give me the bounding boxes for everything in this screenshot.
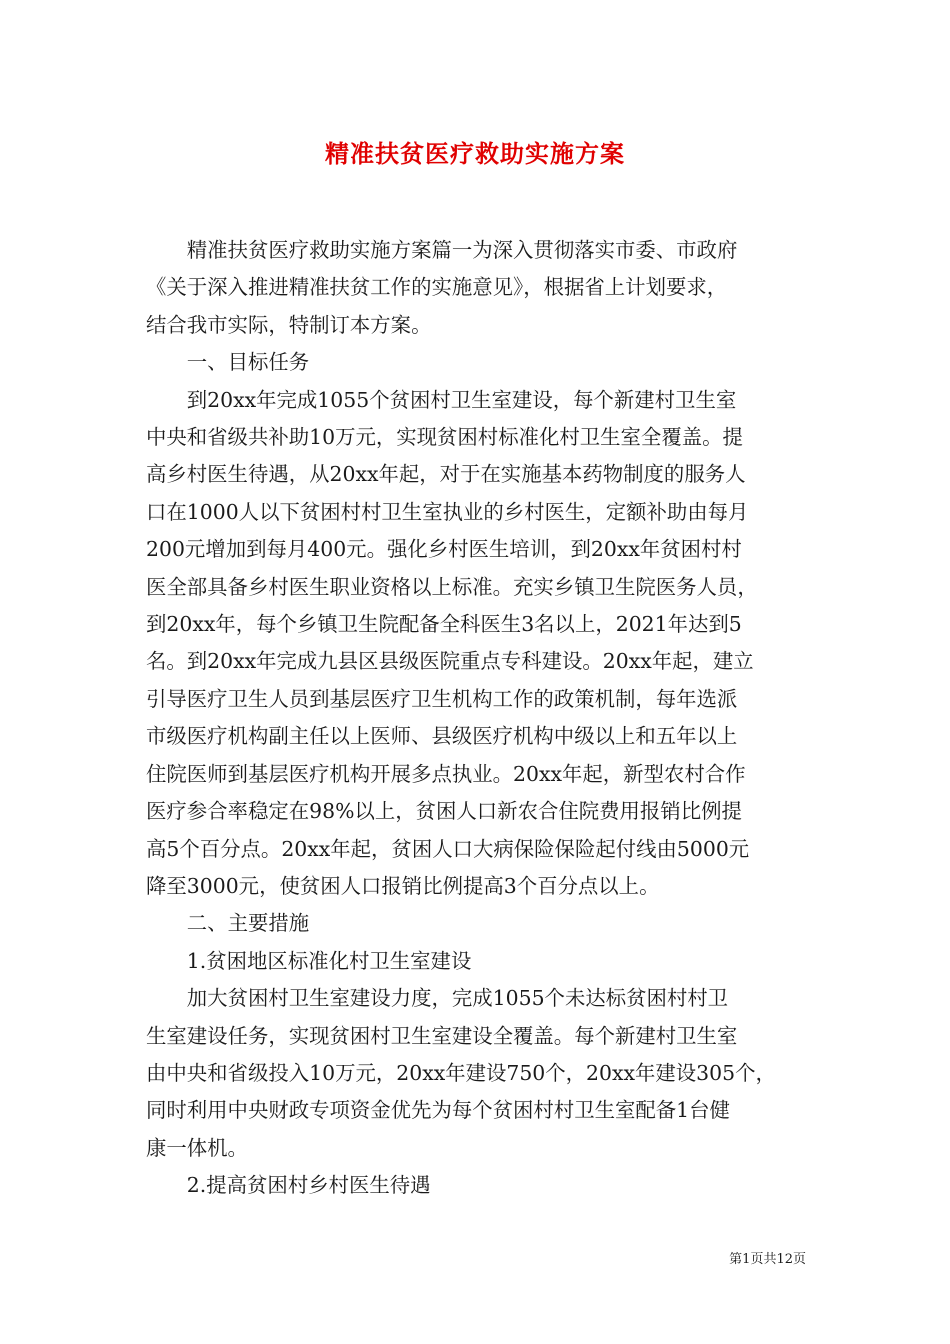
intro-paragraph: 精准扶贫医疗救助实施方案篇一为深入贯彻落实市委、市政府 《关于深入推进精准扶贫工作的实施意见》，根据省上计划要求， 结合我市实际，特制订本方案。 [146,238,738,337]
document-body [146,232,810,1205]
page-number-footer: 第1页共12页 [729,1252,806,1267]
subsection-heading: 2.提高贫困村乡村医生待遇 [186,1173,431,1198]
section-heading: 一、目标任务 [186,350,310,375]
subsection-heading: 1.贫困地区标准化村卫生室建设 [186,948,472,973]
document-title: 精准扶贫医疗救助实施方案 [325,139,625,168]
section-heading: 二、主要措施 [186,911,310,936]
body-paragraph: 到20xx年完成1055个贫困村卫生室建设，每个新建村卫生室 中央和省级共补助10万元，实现贫困村标准化村卫生室全覆盖。提 高乡村医生待遇，从20xx年起，对于在实施基本药物制度的服务人 口在1000人以下贫困村村卫生室执业的乡村医生，定额补助由每月 200元增加到每月400元。强化乡村医生培训，到20xx年贫困村村 医全部具备乡村医生职业资格以上标准。充实乡镇卫生院医务人员， 到20xx年，每个乡镇卫生院配备全科医生3名以上，2021年达到5 名。到20xx年完成九县区县级医院重点专科建设。20xx年起，建立 引导医疗卫生人员到基层医疗卫生机构工作的政策机制，每年选派 市级医疗机构副主任以上医师、县级医疗机构中级以上和五年以上 住院医师到基层医疗机构开展多点执业。20xx年起，新型农村合作 医疗参合率稳定在98%以上，贫困人口新农合住院费用报销比例提 高5个百分点。20xx年起，贫困人口大病保险保险起付线由5000元 降至3000元，使贫困人口报销比例提高3个百分点以上。 [146,387,758,898]
body-paragraph: 加大贫困村卫生室建设力度，完成1055个未达标贫困村村卫 生室建设任务，实现贫困村卫生室建设全覆盖。每个新建村卫生室 由中央和省级投入10万元，20xx年建设750个，20xx年建设305个， 同时利用中央财政专项资金优先为每个贫困村村卫生室配备1台健 康一体机。 [146,986,776,1160]
